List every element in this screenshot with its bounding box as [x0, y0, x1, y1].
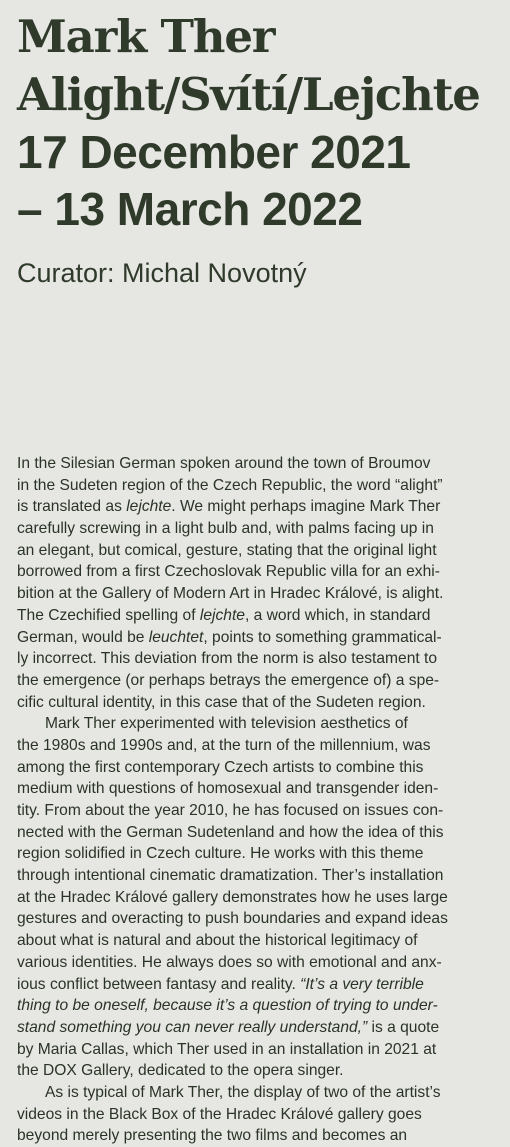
body-line: [17, 713, 505, 735]
body-line: [17, 1060, 505, 1082]
body-line: [17, 1017, 505, 1039]
body-line: [17, 1104, 505, 1126]
body-text-run: through intentional cinematic dramatization. Ther’s installation: [17, 867, 444, 885]
body-text-run: is translated as: [17, 498, 127, 516]
body-text-run: an elegant, but comical, gesture, stating that the original light: [17, 541, 437, 559]
body-line: [17, 518, 505, 540]
body-text-run: tity. From about the year 2010, he has focused on issues con-: [17, 802, 444, 819]
body-line: [17, 865, 505, 887]
body-text-run: cific cultural identity, in this case that of the Sudeten region.: [17, 693, 426, 711]
body-line: [17, 475, 505, 497]
body-text-run: “It’s a very terrible: [300, 975, 424, 993]
body-text-run: at the Hradec Králové gallery demonstrates how he uses large: [17, 888, 448, 906]
body-text-run: As is typical of Mark Ther, the display of two of the artist’s: [45, 1083, 441, 1101]
body-line: [17, 648, 505, 670]
body-line: [17, 778, 505, 800]
body-line: [17, 995, 505, 1017]
body-text-run: bition at the Gallery of Modern Art in Hradec Králové, is alight.: [17, 585, 444, 603]
body-line: [17, 561, 505, 583]
body-text-run: ious conflict between fantasy and reality.: [17, 975, 301, 993]
body-line: [17, 540, 505, 562]
body-text-run: various identities. He always does so with emotional and anx-: [17, 953, 442, 971]
body-text-run: medium with questions of homosexual and transgender iden-: [17, 780, 439, 798]
body-text-run: videos in the Black Box of the Hradec Králové gallery goes: [17, 1105, 422, 1123]
body-line: [17, 843, 505, 865]
body-line: [17, 930, 505, 952]
body-text-run: in the Sudeten region of the Czech Republic, the word “alight”: [17, 476, 443, 494]
body-line: [17, 496, 505, 518]
body-line: [17, 453, 505, 475]
body-line: [17, 800, 505, 822]
body-text-run: the DOX Gallery, dedicated to the opera singer.: [17, 1062, 344, 1080]
body-text-run: lejchte: [126, 498, 172, 516]
body-text-run: among the first contemporary Czech artists to combine this: [17, 758, 424, 776]
body-text-run: leuchtet: [148, 628, 204, 646]
body-text-run: beyond merely presenting the two films and becomes an: [17, 1127, 408, 1145]
body-line: [17, 627, 505, 649]
body-text-run: German, would be: [17, 628, 149, 646]
artist-name: Mark Ther: [17, 10, 275, 63]
body-line: [17, 692, 505, 714]
body-text-run: region solidified in Czech culture. He works with this theme: [17, 845, 424, 863]
body-line: [17, 822, 505, 844]
exhibition-dates-start: 17 December 2021: [17, 126, 411, 178]
body-text-run: , a word which, in standard: [244, 606, 431, 624]
body-text-run: nected with the German Sudetenland and how the idea of this: [17, 823, 444, 841]
body-text-run: about what is natural and about the historical legitimacy of: [17, 932, 418, 950]
body-text-run: carefully screwing in a light bulb and, with palms facing up in: [17, 520, 434, 538]
body-text-run: , points to something grammatical-: [203, 628, 442, 646]
body-line: [17, 670, 505, 692]
body-text-run: the 1980s and 1990s and, at the turn of the millennium, was: [17, 736, 431, 754]
body-line: [17, 908, 505, 930]
exhibition-dates-end: – 13 March 2022: [17, 183, 363, 235]
body-line: [17, 1125, 505, 1147]
body-line: [17, 605, 505, 627]
body-text-run: Mark Ther experimented with television aesthetics of: [45, 715, 408, 733]
body-text-run: the emergence (or perhaps betrays the emergence of) a spe-: [17, 671, 440, 689]
body-text-run: borrowed from a first Czechoslovak Republic villa for an exhi-: [17, 563, 440, 581]
exhibition-title: Alight/Svítí/Lejchte: [17, 68, 480, 121]
body-line: [17, 757, 505, 779]
body-text-run: lejchte: [199, 606, 245, 624]
body-text-run: by Maria Callas, which Ther used in an installation in 2021 at: [17, 1040, 437, 1058]
body-text-run: is a quote: [367, 1018, 440, 1036]
body-text-run: . We might perhaps imagine Mark Ther: [171, 498, 441, 516]
body-line: [17, 974, 505, 996]
body-text-run: stand something you can never really understand,”: [17, 1018, 368, 1036]
curator-credit: Curator: Michal Novotný: [17, 258, 307, 288]
body-text-run: ly incorrect. This deviation from the norm is also testament to: [17, 650, 438, 668]
body-text-run: The Czechified spelling of: [17, 606, 200, 624]
body-text-run: In the Silesian German spoken around the town of Broumov: [17, 455, 431, 472]
body-line: [17, 1039, 505, 1061]
body-line: [17, 1082, 505, 1104]
body-text: [17, 453, 505, 1147]
body-line: [17, 887, 505, 909]
body-line: [17, 735, 505, 757]
body-text-run: gestures and overacting to push boundaries and expand ideas: [17, 910, 448, 928]
body-line: [17, 952, 505, 974]
body-text-run: thing to be oneself, because it’s a question of trying to under-: [17, 997, 438, 1015]
body-line: [17, 583, 505, 605]
